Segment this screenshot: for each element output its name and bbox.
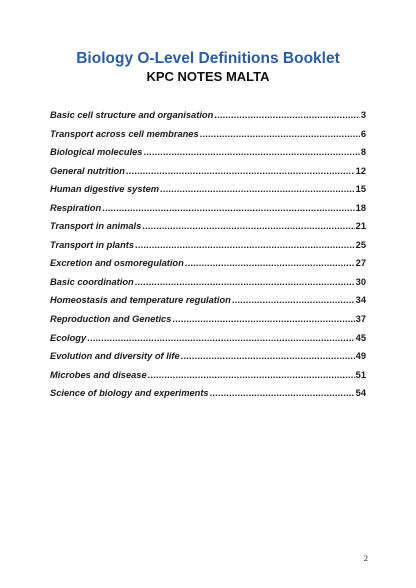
toc-leader-dots [135, 239, 355, 252]
toc-entry[interactable] [50, 257, 366, 276]
toc-entry-page: 18 [355, 202, 366, 213]
toc-leader-dots [143, 146, 359, 159]
toc-entry-title: Basic cell structure and organisation [50, 110, 214, 120]
toc-entry-page: 6 [360, 128, 366, 139]
toc-leader-dots [185, 257, 355, 270]
toc-entry-title: Science of biology and experiments [50, 388, 209, 399]
toc-entry-title: Transport in animals [50, 221, 142, 232]
toc-entry[interactable] [50, 128, 366, 147]
toc-entry-page: 25 [355, 239, 366, 250]
toc-leader-dots [135, 276, 355, 289]
toc-entry-title: Basic coordination [50, 276, 134, 287]
toc-leader-dots [102, 202, 355, 215]
toc-entry-page: 12 [355, 165, 366, 176]
toc-entry-title: Ecology [50, 332, 87, 343]
toc-entry-page: 30 [355, 276, 366, 287]
toc-leader-dots [210, 387, 355, 400]
toc-entry-page: 8 [360, 147, 366, 158]
toc-entry[interactable] [50, 350, 366, 369]
toc-entry[interactable] [50, 239, 366, 258]
toc-entry[interactable] [50, 332, 366, 351]
toc-entry[interactable] [50, 294, 366, 313]
toc-entry[interactable] [50, 313, 366, 332]
toc-entry-page: 15 [355, 184, 366, 195]
toc-entry-page: 27 [355, 258, 366, 269]
toc-entry[interactable] [50, 183, 366, 202]
page-number: 2 [363, 553, 368, 563]
table-of-contents [50, 109, 366, 406]
document-subtitle: KPC NOTES MALTA [146, 69, 270, 84]
toc-entry-title: Evolution and diversity of life [50, 351, 180, 362]
toc-leader-dots [87, 332, 354, 345]
toc-leader-dots [148, 369, 355, 382]
toc-entry-title: Reproduction and Genetics [50, 314, 172, 325]
toc-leader-dots [142, 220, 354, 233]
toc-leader-dots [181, 350, 355, 363]
toc-entry-title: Excretion and osmoregulation [50, 258, 184, 269]
toc-entry-title: Transport in plants [50, 239, 135, 250]
toc-entry-title: Respiration [50, 202, 102, 213]
toc-leader-dots [160, 183, 355, 196]
toc-entry[interactable] [50, 369, 366, 388]
toc-leader-dots [200, 128, 360, 141]
toc-entry[interactable] [50, 220, 366, 239]
toc-entry-page: 37 [355, 314, 366, 325]
toc-entry-title: Microbes and disease [50, 369, 147, 380]
toc-entry-title: General nutrition [50, 165, 125, 176]
toc-entry-title: Biological molecules [50, 147, 143, 158]
toc-entry[interactable] [50, 146, 366, 165]
document-title: Biology O-Level Definitions Booklet [76, 50, 340, 67]
toc-leader-dots [172, 313, 354, 326]
toc-entry[interactable] [50, 276, 366, 295]
toc-entry[interactable] [50, 202, 366, 221]
toc-entry-page: 21 [355, 221, 366, 232]
toc-entry-title: Transport across cell membranes [50, 128, 199, 139]
toc-entry-title: Human digestive system [50, 184, 160, 195]
toc-entry-title: Homeostasis and temperature regulation [50, 295, 231, 306]
toc-entry[interactable] [50, 109, 366, 128]
toc-entry-page: 45 [355, 332, 366, 343]
toc-entry-page: 49 [355, 351, 366, 362]
toc-entry[interactable] [50, 165, 366, 184]
toc-entry-page: 3 [360, 110, 366, 120]
toc-leader-dots [126, 165, 355, 178]
toc-leader-dots [214, 109, 360, 122]
toc-entry-page: 34 [355, 295, 366, 306]
toc-leader-dots [232, 294, 355, 307]
toc-entry-page: 54 [355, 388, 366, 399]
toc-entry-page: 51 [355, 369, 366, 380]
toc-entry[interactable] [50, 387, 366, 406]
